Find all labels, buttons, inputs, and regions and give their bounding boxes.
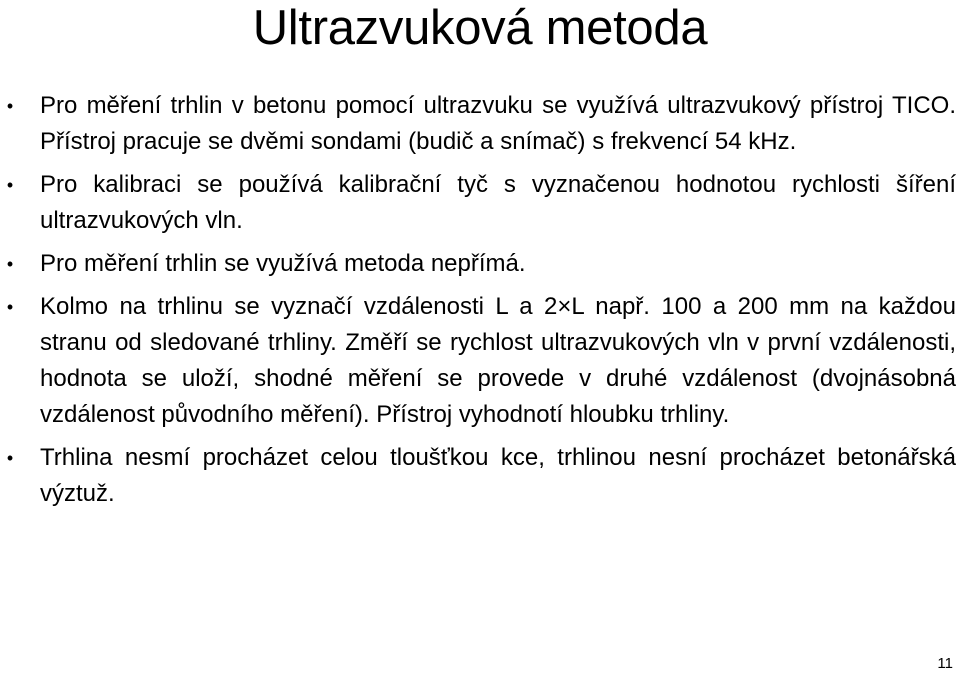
bullet-marker-icon: • bbox=[6, 175, 14, 195]
bullet-item-tico-device bbox=[0, 88, 960, 160]
bullet-list bbox=[0, 88, 960, 512]
bullet-marker-icon: • bbox=[6, 254, 14, 274]
page-number: 11 bbox=[937, 655, 953, 672]
bullet-item-indirect-method bbox=[0, 246, 960, 282]
bullet-text: Pro kalibraci se používá kalibrační tyč s vyznačenou hodnotou rychlosti šíření ultrazvukových vln. bbox=[40, 171, 956, 234]
bullet-text: Pro měření trhlin v betonu pomocí ultrazvuku se využívá ultrazvukový přístroj TICO. Přístroj pracuje se dvěmi sondami (budič a snímač) s frekvencí 54 kHz. bbox=[40, 92, 956, 155]
bullet-marker-icon: • bbox=[6, 96, 14, 116]
slide-title: Ultrazvuková metoda bbox=[252, 1, 708, 55]
bullet-marker-icon: • bbox=[6, 448, 14, 468]
bullet-text: Trhlina nesmí procházet celou tloušťkou kce, trhlinou nesní procházet betonářská výztuž. bbox=[40, 444, 956, 507]
bullet-item-measurement-procedure bbox=[0, 289, 960, 433]
bullet-text: Kolmo na trhlinu se vyznačí vzdálenosti L a 2×L např. 100 a 200 mm na každou stranu od sledované trhliny. Změří se rychlost ultrazvukových vln v první vzdálenosti, hodnota se uloží, shodné měření se provede v druhé vzdálenost (dvojnásobná vzdálenost původního měření). Přístroj vyhodnotí hloubku trhliny. bbox=[40, 293, 956, 428]
bullet-marker-icon: • bbox=[6, 297, 14, 317]
bullet-text: Pro měření trhlin se využívá metoda nepřímá. bbox=[40, 250, 526, 277]
bullet-item-calibration bbox=[0, 167, 960, 239]
bullet-item-crack-constraint bbox=[0, 440, 960, 512]
